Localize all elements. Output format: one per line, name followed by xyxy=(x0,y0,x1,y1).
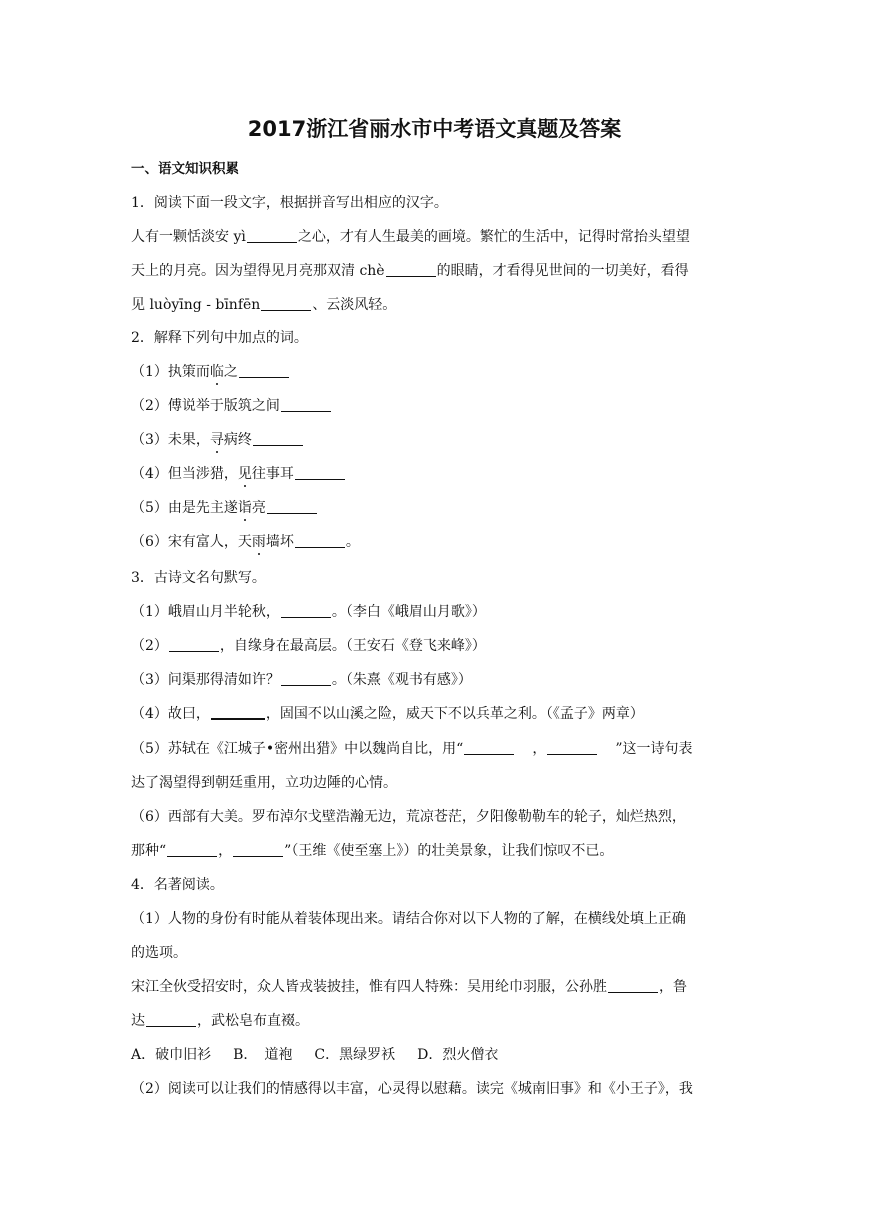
answer-blank[interactable] xyxy=(386,262,436,277)
dotted-word: 雨 xyxy=(251,534,266,550)
option-a[interactable]: A．破巾旧衫 xyxy=(131,1047,212,1063)
item-text: （3）未果， xyxy=(131,432,210,448)
q2-item xyxy=(131,532,741,552)
item-text: 之 xyxy=(223,364,238,380)
q1-text: 天上的月亮。因为望得见月亮那双清 chè xyxy=(131,263,385,279)
q1-text: 之心，才有人生最美的画境。繁忙的生活中，记得时常抬头望望 xyxy=(297,229,690,245)
item-text: （6）宋有富人，天 xyxy=(131,534,252,550)
q1-text: 、云淡风轻。 xyxy=(312,297,397,313)
item-text: ”（王维《使至塞上》）的壮美景象，让我们惊叹不已。 xyxy=(284,843,614,859)
q1-text: 人有一颗恬淡安 yì xyxy=(131,229,246,245)
item-text: ”这一诗句表 xyxy=(615,741,693,757)
option-b[interactable]: B． 道袍 xyxy=(233,1047,293,1063)
item-text: 往事耳 xyxy=(251,466,294,482)
answer-blank[interactable] xyxy=(261,296,311,311)
item-text: 病终 xyxy=(223,432,252,448)
q4-stem: 4．名著阅读。 xyxy=(131,877,224,893)
answer-blank[interactable] xyxy=(146,1012,196,1027)
q4-paragraph: （2）阅读可以让我们的情感得以丰富，心灵得以慰藉。读完《城南旧事》和《小王子》，我 xyxy=(131,1081,693,1097)
q1-text: 的眼睛，才看得见世间的一切美好，看得 xyxy=(436,263,689,279)
item-text: ，武松皂布直裰。 xyxy=(197,1013,309,1029)
q3-item xyxy=(131,704,741,724)
answer-blank[interactable] xyxy=(233,842,283,857)
item-text: ，自缘身在最高层。（王安石《登飞来峰》） xyxy=(219,638,486,654)
item-text: （1）执策而 xyxy=(131,364,210,380)
item-text: （4）故曰， xyxy=(131,706,210,722)
q1-stem: 1．阅读下面一段文字，根据拼音写出相应的汉字。 xyxy=(131,195,448,211)
answer-blank[interactable] xyxy=(239,363,289,378)
q3-item: （6）西部有大美。罗布淖尔戈壁浩瀚无边，荒凉苍茫，夕阳像勒勒车的轮子，灿烂热烈， xyxy=(131,809,686,825)
item-text: （5）苏轼在《江城子•密州出猎》中以魏尚自比，用“ xyxy=(131,741,464,757)
q3-item-cont: 达了渴望得到朝廷重用，立功边陲的心情。 xyxy=(131,775,397,791)
dotted-word: 见 xyxy=(237,466,252,482)
q1-line-3 xyxy=(131,295,741,315)
answer-blank[interactable] xyxy=(169,637,219,652)
answer-blank[interactable] xyxy=(281,603,331,618)
item-text: 宋江全伙受招安时，众人皆戎装披挂，惟有四人特殊：吴用纶巾羽服，公孙胜 xyxy=(131,979,607,995)
dotted-word: 诣 xyxy=(237,500,252,516)
item-text: （1）峨眉山月半轮秋， xyxy=(131,604,280,620)
q4-paragraph: （1）人物的身份有时能从着装体现出来。请结合你对以下人物的了解，在横线处填上正确 xyxy=(131,911,686,927)
answer-blank[interactable] xyxy=(608,978,658,993)
section-heading: 一、语文知识积累 xyxy=(131,161,239,177)
answer-blank[interactable] xyxy=(253,431,303,446)
q1-text: 见 luòyīng - bīnfēn xyxy=(131,297,261,313)
q2-item xyxy=(131,396,741,416)
item-text: 墙坏 xyxy=(265,534,294,550)
item-text: 。（朱熹《观书有感》） xyxy=(331,672,472,688)
item-text: ，鲁 xyxy=(659,979,687,995)
answer-blank[interactable] xyxy=(267,499,317,514)
q2-item xyxy=(131,498,741,518)
q4-paragraph xyxy=(131,1011,741,1031)
q2-item xyxy=(131,362,741,382)
item-text: （5）由是先主遂 xyxy=(131,500,238,516)
answer-blank[interactable] xyxy=(247,228,297,243)
q2-item xyxy=(131,430,741,450)
item-text: （3）问渠那得清如许？ xyxy=(131,672,280,688)
option-c[interactable]: C．黑绿罗袄 xyxy=(314,1047,396,1063)
item-text: 。 xyxy=(345,534,360,550)
item-text: 达 xyxy=(131,1013,145,1029)
q3-item xyxy=(131,602,741,622)
q3-item xyxy=(131,739,741,759)
item-text: （2） xyxy=(131,638,168,654)
option-d[interactable]: D．烈火僧衣 xyxy=(417,1047,499,1063)
item-text: ， xyxy=(532,741,547,757)
q2-stem: 2．解释下列句中加点的词。 xyxy=(131,330,308,346)
answer-blank[interactable] xyxy=(281,397,331,412)
answer-blank[interactable] xyxy=(281,671,331,686)
answer-blank[interactable] xyxy=(547,740,597,755)
dotted-word: 寻 xyxy=(209,432,224,448)
answer-blank[interactable] xyxy=(295,465,345,480)
answer-blank[interactable] xyxy=(167,842,217,857)
q2-item xyxy=(131,464,741,484)
q4-paragraph xyxy=(131,977,741,997)
answer-blank[interactable] xyxy=(211,704,265,720)
q4-options xyxy=(131,1045,741,1065)
q3-item xyxy=(131,636,741,656)
q3-item xyxy=(131,670,741,690)
item-text: 。（李白《峨眉山月歌》） xyxy=(331,604,486,620)
answer-blank[interactable] xyxy=(464,740,514,755)
q3-item-cont xyxy=(131,841,741,861)
q1-line-1 xyxy=(131,227,741,247)
item-text: ，固国不以山溪之险，威天下不以兵革之利。（《孟子》两章） xyxy=(265,706,644,722)
answer-blank[interactable] xyxy=(295,533,345,548)
item-text: ， xyxy=(218,843,233,859)
dotted-word: 临 xyxy=(209,364,224,380)
q4-paragraph: 的选项。 xyxy=(131,945,187,961)
q1-line-2 xyxy=(131,261,741,281)
document-title: 2017浙江省丽水市中考语文真题及答案 xyxy=(247,117,622,141)
q3-stem: 3．古诗文名句默写。 xyxy=(131,570,266,586)
item-text: （2）傅说举于版筑之间 xyxy=(131,398,280,414)
item-text: 亮 xyxy=(251,500,266,516)
item-text: 那种“ xyxy=(131,843,167,859)
item-text: （4）但当涉猎， xyxy=(131,466,238,482)
